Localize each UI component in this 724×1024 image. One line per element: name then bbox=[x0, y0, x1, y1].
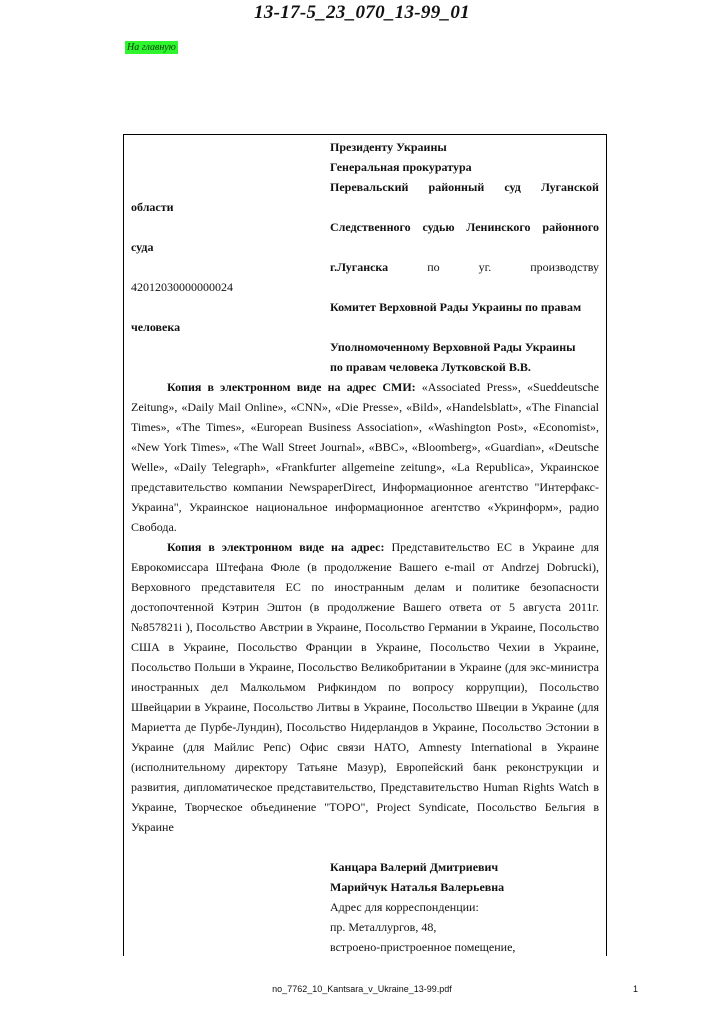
document-title: 13-17-5_23_070_13-99_01 bbox=[254, 2, 470, 23]
addressee-judge-court: суда bbox=[131, 240, 154, 254]
addressee-judge bbox=[131, 217, 599, 237]
case-city: г.Луганска bbox=[330, 260, 389, 274]
court-word: Перевальский bbox=[330, 180, 409, 194]
sender-name-2: Марийчук Наталья Валерьевна bbox=[330, 880, 505, 894]
case-reference bbox=[131, 257, 599, 277]
judge-word: судью bbox=[422, 220, 455, 234]
case-word: уг. bbox=[478, 260, 492, 274]
addressee-committee: Комитет Верховной Рады Украины по правам bbox=[330, 300, 582, 314]
judge-word: районного bbox=[542, 220, 599, 234]
footer-page-number: 1 bbox=[633, 984, 639, 994]
addressee-president: Президенту Украины bbox=[330, 140, 447, 154]
address-street: пр. Металлургов, 48, bbox=[330, 920, 437, 934]
addressee-prosecutor: Генеральная прокуратура bbox=[330, 160, 472, 174]
address-label: Адрес для корреспонденции: bbox=[330, 900, 479, 914]
addressee-ombudsman: Уполномоченному Верховной Рады Украины bbox=[330, 340, 576, 354]
court-word: Луганской bbox=[540, 180, 599, 194]
judge-word: Следственного bbox=[330, 220, 411, 234]
copy-media-label: Копия в электронном виде на адрес СМИ: bbox=[167, 380, 416, 394]
court-word: суд bbox=[504, 180, 521, 194]
court-word: районный bbox=[428, 180, 485, 194]
footer-filename: no_7762_10_Kantsara_v_Ukraine_13-99.pdf bbox=[272, 984, 452, 994]
case-word: производству bbox=[530, 260, 599, 274]
case-number: 42012030000000024 bbox=[131, 280, 233, 294]
judge-word: Ленинского bbox=[466, 220, 531, 234]
copy-embassies-text: Представительство ЕС в Украине для Еврокомиссара Штефана Фюле (в продолжение Вашего e-mail от Andrzej Dobrucki), Верховного представителя ЕС по иностранным делам и политике безопасности достопочтенной Кэтрин Эштон (в продолжение Вашего ответа от 5 августа 2011г. №857821і ), Посольство Австрии в Украине, Посольство Германии в Украине, Посольство США в Украине, Посольство Франции в Украине, Посольство Чехии в Украине, Посольство Польши в Украине, Посольство Великобритании в Украине (для экс-министра иностранных дел Малкольмом Рифкиндом по вопросу коррупции), Посольство Швейцарии в Украине, Посольство Литвы в Украине, Посольство Швеции в Украине (для Мариетта де Пурбе-Лундин), Посольство Нидерландов в Украине, Посольство Эстонии в Украине (для Майлис Репс) Офис связи НАТО, Amnesty International в Украине (исполнительному директору Татьяне Мазур), Европейский банк реконструкции и развития, дипломатическое представительство, Представительство Human Rights Watch в Украине, Творческое объединение "ТОРО", Project Syndicate, Посольство Бельгия в Украине bbox=[131, 540, 599, 834]
addressee-court-region: области bbox=[131, 200, 174, 214]
addressee-committee-cont: человека bbox=[131, 320, 181, 334]
address-premises: встроено-пристроенное помещение, bbox=[330, 940, 516, 954]
copy-embassies-paragraph bbox=[131, 537, 599, 837]
home-link[interactable]: На главную bbox=[127, 42, 176, 53]
case-word: по bbox=[427, 260, 440, 274]
copy-media-paragraph bbox=[131, 377, 599, 537]
copy-embassies-label: Копия в электронном виде на адрес: bbox=[167, 540, 385, 554]
copy-media-text: «Associated Press», «Sueddeutsche Zeitung», «Daily Mail Online», «CNN», «Die Presse», «Bild», «Handelsblatt», «The Financial Times», «The Times», «European Business Association», «Washington Post», «Economist», «New York Times», «The Wall Street Journal», «BBC», «Bloomberg», «Guardian», «Deutsche Welle», «Daily Telegraph», «Frankfurter allgemeine zeitung», «La Republica», Украинское представительство компании NewspaperDirect, Информационное агентство "Интерфакс-Украина", Украинское национальное информационное агентство «Укринформ», радио Свобода. bbox=[131, 380, 599, 534]
document-body bbox=[131, 137, 599, 957]
addressee-ombudsman-name: по правам человека Лутковской В.В. bbox=[330, 360, 531, 374]
sender-name-1: Канцара Валерий Дмитриевич bbox=[330, 860, 499, 874]
addressee-court bbox=[131, 177, 599, 197]
